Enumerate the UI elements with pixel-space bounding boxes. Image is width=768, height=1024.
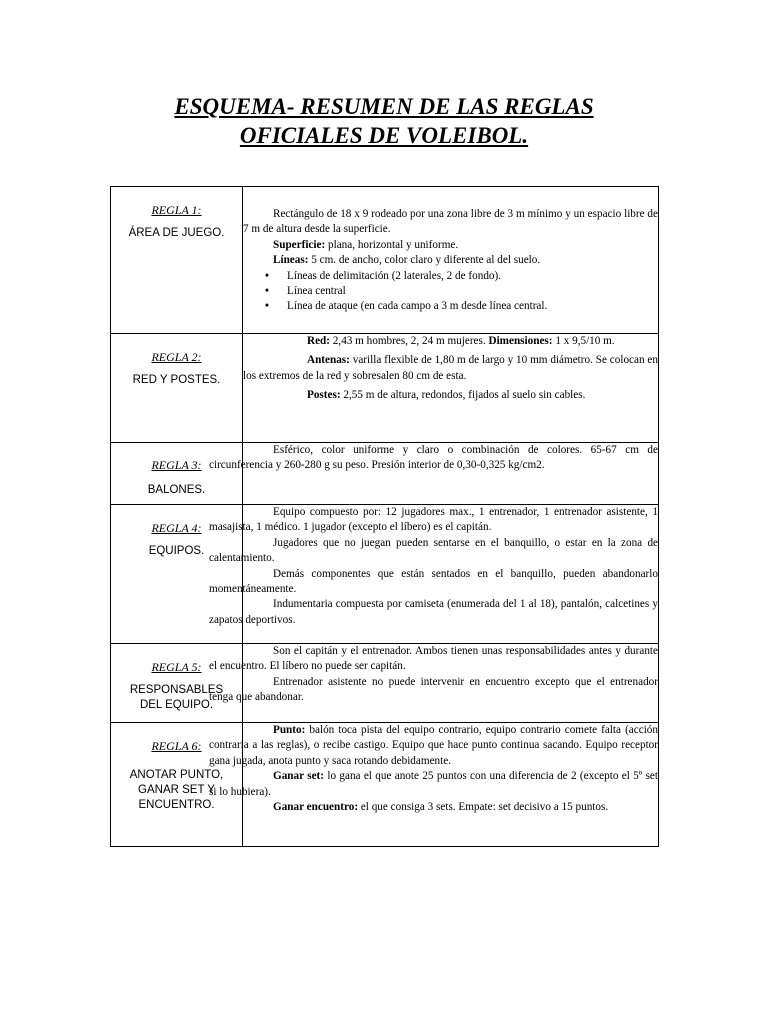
term-label: Superficie:: [273, 238, 326, 251]
table-row: [111, 187, 659, 334]
rule-paragraph: [243, 353, 658, 384]
rule-number: REGLA 6:: [151, 739, 202, 753]
rule-paragraph: Rectángulo de 18 x 9 rodeado por una zona libre de 3 m mínimo y un espacio libre de 7 m de altura desde la superficie.: [243, 208, 658, 236]
term-label: Postes:: [307, 389, 341, 402]
term-text: balón toca pista del equipo contrario, equipo contrario comete falta (acción contraria a las reglas), o recibe castigo. Equipo que hace punto continua sacando. Equipo receptor gana jugada, anota punto y saca rotando debidamente.: [209, 724, 658, 767]
term-text: plana, horizontal y uniforme.: [325, 238, 459, 251]
rule-number: REGLA 4:: [151, 521, 202, 535]
term-label: Antenas:: [307, 354, 350, 367]
rules-table: [110, 186, 659, 847]
rule-label-cell: [111, 334, 243, 443]
term-text: el que consiga 3 sets. Empate: set decisivo a 15 puntos.: [358, 801, 609, 814]
rule-content-cell: [209, 505, 659, 644]
rule-content-cell: [209, 443, 659, 505]
rule-number: REGLA 5:: [151, 660, 202, 674]
rule-number: REGLA 2:: [151, 350, 202, 364]
rule-paragraph: [243, 388, 658, 403]
rule-name: EQUIPOS.: [148, 545, 205, 557]
rule-paragraph: [243, 238, 658, 253]
rule-paragraph: Entrenador asistente no puede intervenir en encuentro excepto que el entrenador tenga que abandonar.: [209, 675, 658, 704]
term-label: Ganar encuentro:: [273, 801, 359, 814]
rule-label-cell: [111, 187, 243, 334]
list-item: • Línea central: [287, 284, 658, 299]
rule-name: ANOTAR PUNTO, GANAR SET Y ENCUENTRO.: [129, 769, 224, 811]
term-text: lo gana el que anote 25 puntos con una diferencia de 2 (excepto el 5º set si lo hubiera).: [209, 770, 658, 798]
rule-number: REGLA 1:: [151, 203, 202, 217]
rule-paragraph: Equipo compuesto por: 12 jugadores max., 1 entrenador, 1 entrenador asistente, 1 masajista, 1 médico. 1 jugador (excepto el líbero) es el capitán.: [209, 506, 658, 534]
rule-paragraph: [209, 800, 658, 815]
term-label: Dimensiones:: [488, 335, 553, 347]
rule-paragraph: [243, 334, 658, 349]
table-row: [111, 644, 659, 723]
rule-paragraph: [209, 769, 658, 800]
term-text: varilla flexible de 1,80 m de largo y 10 mm diámetro. Se colocan en los extremos de la red y sobresalen 80 cm de esta.: [243, 354, 658, 382]
term-text: 2,43 m hombres, 2, 24 m mujeres.: [330, 335, 489, 347]
rule-paragraph: Son el capitán y el entrenador. Ambos tienen unas responsabilidades antes y durante el encuentro. El líbero no puede ser capitán.: [209, 645, 658, 673]
rule-paragraph: Demás componentes que están sentados en el banquillo, pueden abandonarlo momentáneamente.: [209, 567, 658, 596]
term-label: Punto:: [273, 724, 306, 736]
term-text: 1 x 9,5/10 m.: [552, 335, 615, 347]
rule-paragraph: Esférico, color uniforme y claro o combinación de colores. 65-67 cm de circunferencia y 260-280 g su peso. Presión interior de 0,30-0,325 kg/cm2.: [209, 444, 658, 472]
rule-content-cell: [243, 334, 659, 443]
term-label: Red:: [307, 335, 330, 347]
rule-paragraph: [243, 253, 658, 268]
table-row: [111, 443, 659, 505]
term-label: Ganar set:: [273, 770, 324, 783]
rule-content-cell: [209, 723, 659, 847]
rule-name: RED Y POSTES.: [132, 374, 221, 386]
list-item: • Línea de ataque (en cada campo a 3 m desde línea central.: [287, 299, 658, 314]
rule-name: ÁREA DE JUEGO.: [128, 227, 225, 239]
rule-number: REGLA 3:: [151, 458, 202, 472]
table-row: [111, 334, 659, 443]
table-row: [111, 505, 659, 644]
list-item: • Líneas de delimitación (2 laterales, 2 de fondo).: [287, 269, 658, 284]
term-text: 5 cm. de ancho, color claro y diferente al del suelo.: [308, 254, 541, 267]
rule-paragraph: Jugadores que no juegan pueden sentarse en el banquillo, o estar en la zona de calentamiento.: [209, 536, 658, 565]
rule-paragraph: [209, 723, 658, 769]
table-row: [111, 723, 659, 847]
term-text: 2,55 m de altura, redondos, fijados al suelo sin cables.: [340, 389, 586, 402]
rule-name: BALONES.: [147, 484, 206, 496]
rule-content-cell: [243, 187, 659, 334]
document-title: ESQUEMA- RESUMEN DE LAS REGLAS OFICIALES DE VOLEIBOL.: [174, 94, 594, 148]
rule-name: RESPONSABLES DEL EQUIPO.: [129, 684, 224, 711]
term-label: Líneas:: [273, 254, 309, 267]
rule-content-cell: [209, 644, 659, 723]
bullet-list: [243, 269, 658, 315]
rule-paragraph: Indumentaria compuesta por camiseta (enumerada del 1 al 18), pantalón, calcetines y zapatos deportivos.: [209, 598, 658, 626]
